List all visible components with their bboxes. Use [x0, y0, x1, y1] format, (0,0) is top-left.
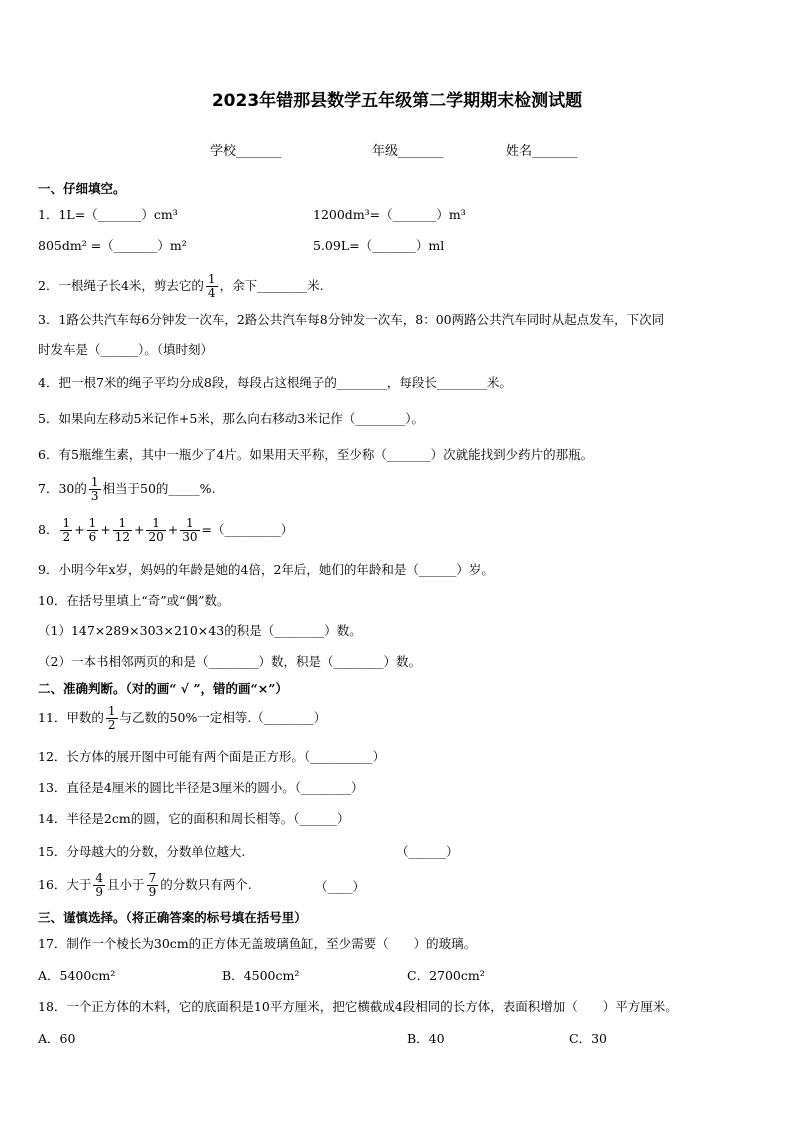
question-8 — [38, 517, 293, 544]
fraction — [60, 517, 72, 544]
fraction — [93, 872, 105, 899]
fraction-numerator: 1 — [88, 516, 97, 530]
fraction-numerator: 1 — [207, 272, 216, 286]
question-16-mid: 且小于 — [107, 877, 145, 892]
question-15-blank: （______） — [396, 844, 459, 859]
fraction — [147, 872, 159, 899]
question-17-option-c: C．2700cm² — [407, 968, 485, 983]
section-2-heading: 二、准确判断。（对的画“ √ ”，错的画“×”） — [38, 681, 288, 696]
plus-sign: + — [167, 522, 179, 537]
fraction-numerator: 7 — [148, 871, 157, 885]
question-6: 6．有5瓶维生素，其中一瓶少了4片。如果用天平称，至少称（_______）次就能找到少药片的那瓶。 — [38, 447, 594, 462]
fraction-numerator: 4 — [95, 871, 104, 885]
fraction-numerator: 1 — [180, 517, 199, 531]
question-15: 15．分母越大的分数，分数单位越大. — [38, 844, 246, 859]
question-10-part-1: （1）147×289×303×210×43的积是（________）数。 — [38, 623, 362, 638]
question-1a: 1．1L=（_______）cm³ — [38, 207, 178, 222]
fraction-denominator: 20 — [148, 530, 164, 544]
plus-sign: + — [133, 522, 145, 537]
fraction-numerator: 1 — [146, 517, 165, 531]
question-16 — [38, 872, 252, 899]
question-18-option-a: A．60 — [38, 1031, 76, 1046]
fraction-denominator: 12 — [114, 530, 130, 544]
question-10: 10．在括号里填上“奇”或“偶”数。 — [38, 593, 230, 608]
question-2 — [38, 273, 324, 300]
page-title: 2023年错那县数学五年级第二学期期末检测试题 — [211, 91, 583, 111]
fraction-denominator: 9 — [95, 885, 104, 899]
question-7-pre: 7．30的 — [38, 481, 87, 496]
fraction — [206, 273, 218, 300]
question-1d: 5.09L=（_______）ml — [313, 238, 445, 253]
question-7 — [38, 476, 216, 503]
fraction-numerator: 1 — [90, 475, 99, 489]
fraction — [113, 517, 132, 544]
question-8-post: =（_________） — [201, 522, 294, 537]
fraction-denominator: 4 — [207, 286, 216, 300]
question-7-post: 相当于50的_____%. — [102, 481, 216, 496]
question-11-post: 与乙数的50%一定相等.（________） — [119, 710, 327, 725]
question-8-pre: 8． — [38, 522, 59, 537]
name-field: 姓名_______ — [506, 144, 578, 159]
fraction-denominator: 30 — [182, 530, 198, 544]
fraction — [146, 517, 165, 544]
question-13: 13．直径是4厘米的圆比半径是3厘米的圆小。（________） — [38, 780, 364, 795]
question-11-pre: 11．甲数的 — [38, 710, 104, 725]
question-16-blank: （____） — [315, 879, 366, 894]
question-10-part-2: （2）一本书相邻两页的和是（________）数，积是（________）数。 — [38, 654, 421, 669]
question-18: 18．一个正方体的木料，它的底面积是10平方厘米，把它横截成4段相同的长方体，表面积增加（ ）平方厘米。 — [38, 999, 678, 1014]
question-17-option-a: A．5400cm² — [38, 968, 116, 983]
question-17-option-b: B．4500cm² — [222, 968, 300, 983]
fraction — [87, 517, 99, 544]
question-14: 14．半径是2cm的圆，它的面积和周长相等。（______） — [38, 811, 350, 826]
question-3-line-1: 3．1路公共汽车每6分钟发一次车，2路公共汽车每8分钟发一次车，8：00两路公共汽车同时从起点发车，下次同 — [38, 312, 665, 327]
question-1c: 805dm² =（_______）m² — [38, 238, 187, 253]
question-3-line-2: 时发车是（______）。（填时刻） — [38, 342, 214, 357]
fraction-denominator: 2 — [62, 530, 71, 544]
school-field: 学校_______ — [210, 144, 282, 159]
section-3-heading: 三、谨慎选择。（将正确答案的标号填在括号里） — [38, 910, 307, 925]
question-18-option-b: B．40 — [407, 1031, 445, 1046]
section-1-heading: 一、仔细填空。 — [38, 181, 126, 196]
fraction-denominator: 2 — [107, 718, 116, 732]
question-1b: 1200dm³=（_______）m³ — [313, 207, 466, 222]
fraction — [89, 476, 101, 503]
fraction-denominator: 3 — [90, 489, 99, 503]
plus-sign: + — [74, 522, 85, 537]
grade-field: 年级_______ — [372, 144, 444, 159]
question-2-post: ，余下________米. — [219, 278, 324, 293]
question-9: 9．小明今年x岁，妈妈的年龄是她的4倍，2年后，她们的年龄和是（______）岁。 — [38, 562, 494, 577]
question-4: 4．把一根7米的绳子平均分成8段，每段占这根绳子的________，每段长________米。 — [38, 375, 512, 390]
fraction — [180, 517, 199, 544]
plus-sign: + — [100, 522, 111, 537]
question-16-pre: 16．大于 — [38, 877, 92, 892]
question-18-option-c: C．30 — [569, 1031, 607, 1046]
fraction-numerator: 1 — [62, 516, 71, 530]
question-12: 12．长方体的展开图中可能有两个面是正方形。（__________） — [38, 749, 386, 764]
question-11 — [38, 705, 326, 732]
question-2-pre: 2．一根绳子长4米，剪去它的 — [38, 278, 204, 293]
fraction-denominator: 6 — [88, 530, 97, 544]
fraction-numerator: 1 — [107, 704, 116, 718]
question-17: 17．制作一个棱长为30cm的正方体无盖玻璃鱼缸，至少需要（ ）的玻璃。 — [38, 936, 477, 951]
fraction-denominator: 9 — [148, 885, 157, 899]
question-5: 5．如果向左移动5米记作+5米，那么向右移动3米记作（________）。 — [38, 411, 425, 426]
fraction — [106, 705, 118, 732]
fraction-numerator: 1 — [113, 517, 132, 531]
question-16-post: 的分数只有两个. — [160, 877, 252, 892]
